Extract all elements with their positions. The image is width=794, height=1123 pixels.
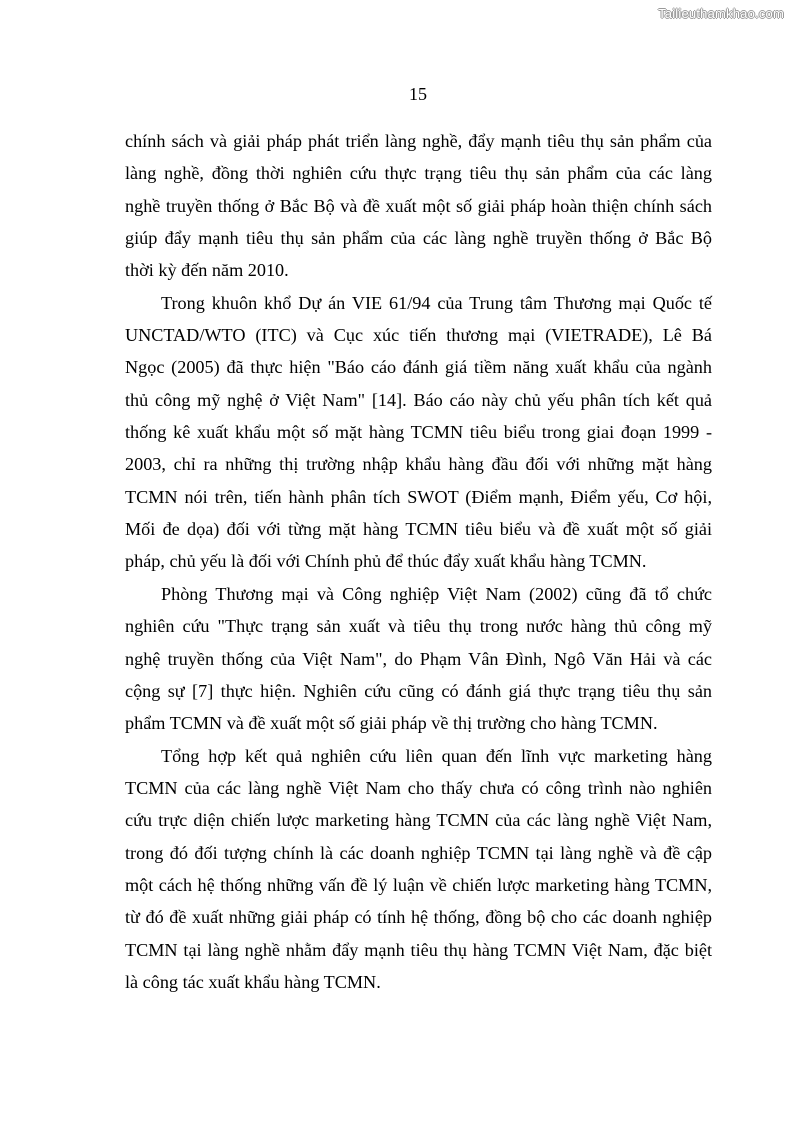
text-line: làng nghề, đồng thời nghiên cứu thực trạng tiêu thụ sản phẩm của các làng [125, 163, 712, 184]
text-line: Mối đe dọa) đối với từng mặt hàng TCMN tiêu biểu và đề xuất một số giải [125, 519, 712, 540]
text-line: chính sách và giải pháp phát triển làng nghề, đẩy mạnh tiêu thụ sản phẩm của [125, 131, 712, 151]
text-line: thủ công mỹ nghệ ở Việt Nam" [14]. Báo cáo này chủ yếu phân tích kết quả [125, 389, 712, 410]
text-line: thống kê xuất khẩu một số mặt hàng TCMN tiêu biểu trong giai đoạn 1999 - [125, 422, 712, 443]
text-line: từ đó đề xuất những giải pháp có tính hệ thống, đồng bộ cho các doanh nghiệp [125, 907, 712, 928]
text-line: nghề truyền thống ở Bắc Bộ và đề xuất một số giải pháp hoàn thiện chính sách [125, 195, 712, 216]
text-line: thời kỳ đến năm 2010. [125, 260, 289, 281]
paragraph [125, 740, 712, 999]
text-line: là công tác xuất khẩu hàng TCMN. [125, 971, 381, 992]
page-number: 15 [409, 84, 427, 104]
text-line: cứu trực diện chiến lược marketing hàng TCMN của các làng nghề Việt Nam, [125, 810, 712, 831]
text-line: 2003, chỉ ra những thị trường nhập khẩu hàng đầu đối với những mặt hàng [125, 454, 712, 475]
text-line: nghiên cứu "Thực trạng sản xuất và tiêu thụ trong nước hàng thủ công mỹ [125, 616, 712, 637]
body-text [125, 125, 712, 998]
text-line: UNCTAD/WTO (ITC) và Cục xúc tiến thương mại (VIETRADE), Lê Bá [125, 325, 712, 346]
paragraph [125, 578, 712, 740]
text-line: trong đó đối tượng chính là các doanh nghiệp TCMN tại làng nghề và đề cập [125, 842, 712, 863]
text-line: Ngọc (2005) đã thực hiện "Báo cáo đánh giá tiềm năng xuất khẩu của ngành [125, 357, 712, 378]
text-line: giúp đẩy mạnh tiêu thụ sản phẩm của các làng nghề truyền thống ở Bắc Bộ [125, 228, 712, 249]
text-line: pháp, chủ yếu là đối với Chính phủ để thúc đẩy xuất khẩu hàng TCMN. [125, 551, 647, 572]
text-line: cộng sự [7] thực hiện. Nghiên cứu cũng có đánh giá thực trạng tiêu thụ sản [125, 680, 712, 701]
text-line: nghệ truyền thống của Việt Nam", do Phạm Vân Đình, Ngô Văn Hải và các [125, 648, 712, 669]
text-line: Tổng hợp kết quả nghiên cứu liên quan đến lĩnh vực marketing hàng [161, 745, 712, 766]
paragraph [125, 287, 712, 578]
text-line: Phòng Thương mại và Công nghiệp Việt Nam (2002) cũng đã tổ chức [161, 583, 712, 604]
watermark: Tailieuthamkhao.com [658, 6, 784, 21]
text-line: Trong khuôn khổ Dự án VIE 61/94 của Trung tâm Thương mại Quốc tế [161, 292, 712, 313]
text-line: TCMN tại làng nghề nhằm đẩy mạnh tiêu thụ hàng TCMN Việt Nam, đặc biệt [125, 939, 712, 960]
paragraph [125, 125, 712, 287]
text-line: một cách hệ thống những vấn đề lý luận về chiến lược marketing hàng TCMN, [125, 874, 712, 895]
text-line: TCMN nói trên, tiến hành phân tích SWOT (Điểm mạnh, Điểm yếu, Cơ hội, [125, 486, 712, 507]
text-line: TCMN của các làng nghề Việt Nam cho thấy chưa có công trình nào nghiên [125, 777, 712, 798]
text-line: phẩm TCMN và đề xuất một số giải pháp về thị trường cho hàng TCMN. [125, 713, 658, 734]
